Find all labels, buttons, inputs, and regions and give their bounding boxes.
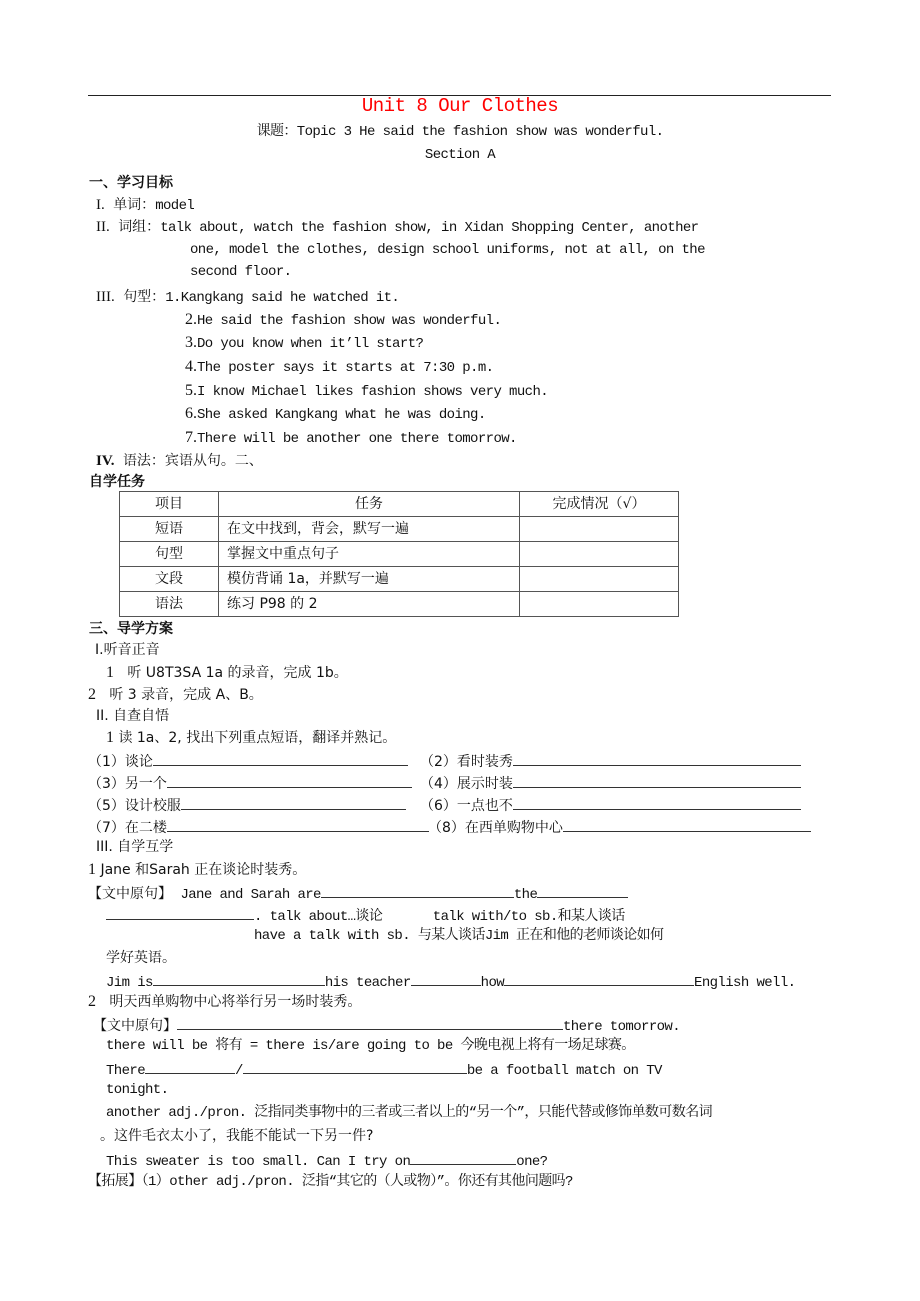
text: one?	[516, 1154, 548, 1170]
sentence-text: Kangkang said he watched it.	[180, 290, 400, 306]
item-text: 读 1a、2, 找出下列重点短语，翻译并熟记。	[118, 730, 397, 746]
sentence-item	[185, 334, 423, 353]
sentence-text: She asked Kangkang what he was doing.	[197, 407, 486, 423]
answer-blank[interactable]	[181, 795, 406, 810]
listening-item-2	[88, 686, 263, 704]
q1-original	[88, 883, 628, 904]
cell-task: 掌握文中重点句子	[219, 542, 520, 567]
text: . talk about…谈论	[254, 909, 383, 925]
sentence-item	[185, 405, 486, 424]
sentence-text: There will be another one there tomorrow.	[197, 431, 517, 447]
another-exercise	[106, 1150, 547, 1171]
table-row	[120, 592, 679, 617]
text: There	[106, 1063, 146, 1079]
phrase-label: （6）一点也不	[420, 798, 513, 814]
answer-blank[interactable]	[243, 1059, 467, 1074]
q2-original	[93, 1015, 680, 1036]
text: This sweater is too small. Can I try on	[106, 1154, 411, 1170]
phrase-blank-2	[420, 751, 801, 771]
phrase-line: talk about, watch the fashion show, in Xidan Shopping Center, another	[160, 220, 699, 236]
answer-blank[interactable]	[177, 1015, 563, 1030]
header-cell: 项目	[120, 492, 219, 517]
answer-blank[interactable]	[513, 795, 801, 810]
item-num: 2	[88, 993, 96, 1010]
guide-heading: 三、导学方案	[89, 621, 173, 637]
text: Jane and Sarah are	[180, 887, 321, 903]
phrase-label: （2）看时装秀	[420, 754, 513, 770]
text: his teacher	[324, 975, 411, 991]
expand-note: 【拓展】（1）other adj./pron. 泛指“其它的（人或物）”。你还有其他问题吗?	[88, 1174, 573, 1190]
phrase-label: （5）设计校服	[88, 798, 181, 814]
q2-exercise-cont: tonight.	[106, 1082, 169, 1098]
goals-heading: 一、学习目标	[89, 175, 173, 191]
original-label: 【文中原句】	[93, 1018, 177, 1034]
answer-blank[interactable]	[167, 773, 412, 788]
answer-blank[interactable]	[513, 751, 801, 766]
sentence-num: 6.	[185, 405, 197, 422]
text: /	[235, 1063, 243, 1079]
self-check-title: II. 自查自悟	[96, 708, 170, 724]
sentence-item	[185, 311, 501, 330]
label: 词组：	[118, 219, 161, 235]
cell-item: 语法	[120, 592, 219, 617]
answer-blank[interactable]	[504, 971, 694, 986]
numeral: II.	[96, 219, 110, 235]
goal-phrases	[96, 218, 698, 237]
answer-blank[interactable]	[537, 883, 628, 898]
cell-status[interactable]	[520, 542, 679, 567]
answer-blank[interactable]	[106, 905, 254, 920]
q2-exercise	[106, 1059, 662, 1080]
goal-words	[96, 196, 194, 215]
cell-item: 句型	[120, 542, 219, 567]
phrase-blank-8	[428, 817, 811, 837]
sentence-text: Do you know when it’ll start?	[197, 336, 424, 352]
item-num: 1	[106, 664, 114, 681]
label: 句型：	[123, 289, 166, 305]
numeral: IV.	[96, 453, 115, 469]
item-num: 1	[88, 861, 96, 878]
another-note: another adj./pron. 泛指同类事物中的三者或三者以上的“另一个”，只能代替或修饰单数可数名词	[106, 1105, 713, 1121]
sentence-text: I know Michael likes fashion shows very much.	[197, 384, 549, 400]
q1-exercise	[106, 971, 795, 992]
item-text: Jane 和Sarah 正在谈论时装秀。	[100, 862, 307, 878]
sentence-num: 2.	[185, 311, 197, 328]
listening-title: I.听音正音	[95, 642, 160, 658]
phrase-line: second floor.	[190, 264, 292, 280]
answer-blank[interactable]	[153, 751, 408, 766]
numeral: I.	[96, 197, 105, 213]
table-header-row	[120, 492, 679, 517]
goal-sentences	[96, 288, 399, 307]
sentence-num: 4.	[185, 358, 197, 375]
cell-status[interactable]	[520, 517, 679, 542]
section-label: Section A	[424, 147, 496, 163]
item-text: 听 U8T3SA 1a 的录音，完成 1b。	[127, 665, 348, 681]
mutual-title: III. 自学互学	[96, 839, 174, 855]
sentence-text: He said the fashion show was wonderful.	[197, 313, 502, 329]
sentence-item	[185, 382, 548, 401]
text: 语法：宾语从句。二、	[122, 453, 263, 469]
sentence-item	[185, 358, 493, 377]
text: there tomorrow.	[563, 1019, 681, 1035]
text: model	[155, 198, 195, 214]
original-label: 【文中原句】	[88, 886, 172, 902]
q1-note-3: 学好英语。	[106, 950, 176, 966]
page-title: Unit 8 Our Clothes	[361, 95, 559, 117]
table-row	[120, 542, 679, 567]
numeral: III.	[96, 289, 115, 305]
sentence-item	[185, 429, 517, 448]
text: English well.	[694, 975, 796, 991]
answer-blank[interactable]	[167, 817, 429, 832]
cell-task: 模仿背诵 1a，并默写一遍	[219, 567, 520, 592]
answer-blank[interactable]	[145, 1059, 235, 1074]
q2-note: there will be 将有 = there is/are going to be 今晚电视上将有一场足球赛。	[106, 1038, 635, 1054]
phrase-line: one, model the clothes, design school uniforms, not at all, on the	[190, 242, 705, 258]
phrase-blank-6	[420, 795, 801, 815]
cell-item: 文段	[120, 567, 219, 592]
text: how	[480, 975, 505, 991]
phrase-blank-1	[88, 751, 408, 771]
sentence-num: 5.	[185, 382, 197, 399]
text: Jim is	[106, 975, 153, 991]
q1-note-2: have a talk with sb. 与某人谈话Jim 正在和他的老师谈论如何	[254, 928, 664, 944]
goal-grammar	[96, 452, 263, 470]
cell-task: 在文中找到，背会，默写一遍	[219, 517, 520, 542]
cell-status[interactable]	[520, 567, 679, 592]
task-table	[119, 491, 679, 617]
answer-blank[interactable]	[410, 1150, 516, 1165]
answer-blank[interactable]	[513, 773, 801, 788]
self-study-heading: 自学任务	[89, 474, 145, 490]
item-text: 听 3 录音，完成 A、B。	[109, 687, 263, 703]
phrase-label: （7）在二楼	[88, 820, 167, 836]
sentence-num: 7.	[185, 429, 197, 446]
answer-blank[interactable]	[563, 817, 811, 832]
self-check-instruction	[106, 729, 396, 747]
item-num: 2	[88, 686, 96, 703]
header-cell: 完成情况（√）	[520, 492, 679, 517]
phrase-blank-7	[88, 817, 429, 837]
item-text: 明天西单购物中心将举行另一场时装秀。	[109, 994, 362, 1010]
phrase-blank-3	[88, 773, 412, 793]
listening-item-1	[106, 664, 348, 682]
text: talk with/to sb.和某人谈话	[432, 909, 625, 925]
q2-prompt	[88, 993, 361, 1011]
text: the	[513, 887, 538, 903]
label: 单词：	[113, 197, 156, 213]
cell-task: 练习 P98 的 2	[219, 592, 520, 617]
phrase-label: （8）在西单购物中心	[428, 820, 563, 836]
phrase-label: （4）展示时装	[420, 776, 513, 792]
phrase-blank-5	[88, 795, 406, 815]
text: be a football match on TV	[466, 1063, 662, 1079]
topic-subtitle: 课题：Topic 3 He said the fashion show was wonderful.	[256, 124, 664, 140]
sentence-text: The poster says it starts at 7:30 p.m.	[197, 360, 494, 376]
cell-item: 短语	[120, 517, 219, 542]
answer-blank[interactable]	[411, 971, 481, 986]
table-row	[120, 517, 679, 542]
phrase-label: （3）另一个	[88, 776, 167, 792]
phrase-label: （1）谈论	[88, 754, 153, 770]
sentence-num: 1.	[165, 290, 181, 306]
answer-blank[interactable]	[153, 971, 325, 986]
item-num: 1	[106, 729, 114, 746]
q1-note-line	[106, 905, 625, 926]
q1-prompt	[88, 861, 306, 879]
header-cell: 任务	[219, 492, 520, 517]
another-note-cont: 。这件毛衣太小了，我能不能试一下另一件?	[100, 1128, 374, 1144]
answer-blank[interactable]	[321, 883, 514, 898]
cell-status[interactable]	[520, 592, 679, 617]
phrase-blank-4	[420, 773, 801, 793]
sentence-num: 3.	[185, 334, 197, 351]
table-row	[120, 567, 679, 592]
